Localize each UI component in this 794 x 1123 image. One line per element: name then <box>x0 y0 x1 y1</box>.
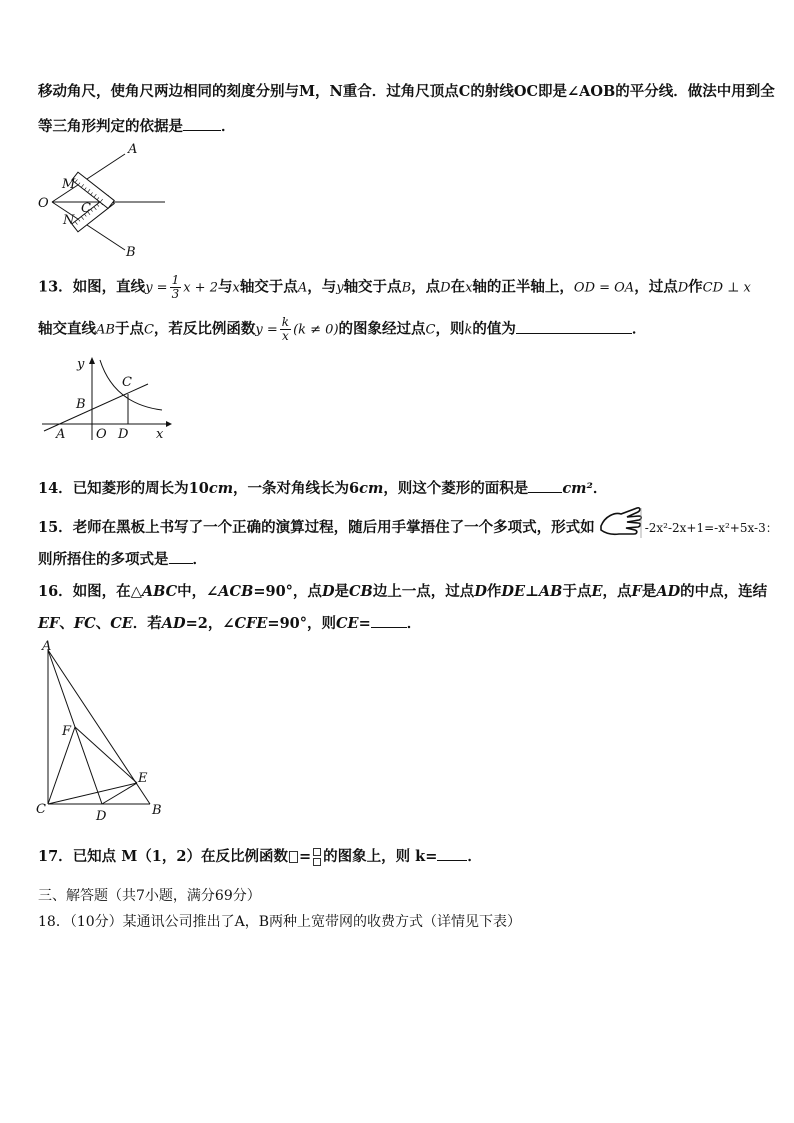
label-B: B <box>152 803 162 818</box>
label-B: B <box>76 397 86 412</box>
p15-line1: 15．老师在黑板上书写了一个正确的演算过程，随后用手掌捂住了一个多项式，形式如 -2x²-2x+1=-x²+5x-3： <box>38 514 778 542</box>
answer-blank[interactable] <box>437 846 467 861</box>
label-A: A <box>42 639 52 654</box>
label-E: E <box>138 771 148 786</box>
p13-line1: 13．如图，直线y = $\frac{1}{3}$ x + 2与x轴交于点A，与y轴交于点B，点D在x轴的正半轴上，OD = OA，过点D作CD ⊥ x <box>38 273 751 301</box>
label-O: O <box>38 196 49 211</box>
label-A: A <box>128 142 138 157</box>
fraction-k-over-x: $\frac{k}{x}$ <box>281 315 290 343</box>
p12-text1: 移动角尺，使角尺两边相同的刻度分别与M，N重合．过角尺顶点C的射线OC即是∠AOB的平分线．做法中用到全 <box>38 83 775 100</box>
label-C: C <box>36 802 46 817</box>
p12-text2: 等三角形判定的依据是 <box>38 118 183 135</box>
axis-y-label: y <box>77 357 85 372</box>
section-heading: 三、解答题（共7小题，满分69分） <box>38 888 261 904</box>
p13-line2: 轴交直线AB于点C，若反比例函数y = $\frac{k}{x}$ (k ≠ 0)的图象经过点C，则k的值为 ． <box>38 315 647 343</box>
label-N: N <box>63 213 75 228</box>
missing-fraction-icon <box>313 848 321 866</box>
p17-line: 17．已知点 M（1，2）在反比例函数 = 的图象上，则 k= ． <box>38 848 482 865</box>
figure-angle-ruler <box>30 140 180 260</box>
label-F: F <box>62 724 72 739</box>
answer-blank[interactable] <box>183 116 221 131</box>
p16-line2: EF、FC、CE．若AD=2，∠CFE=90°，则CE= ． <box>38 615 422 632</box>
label-B: B <box>126 245 136 260</box>
label-C: C <box>122 375 132 390</box>
label-C: C <box>81 201 91 216</box>
figure-triangle-abc <box>34 638 174 824</box>
axis-x-label: x <box>156 427 164 442</box>
missing-glyph-icon <box>289 851 298 863</box>
label-M: M <box>62 177 76 192</box>
answer-blank[interactable] <box>516 319 632 334</box>
p12-line2: 等三角形判定的依据是 ． <box>38 118 236 135</box>
p14-line: 14．已知菱形的周长为10cm，一条对角线长为6cm，则这个菱形的面积是 cm²． <box>38 480 608 497</box>
answer-blank[interactable] <box>528 478 562 493</box>
label-O: O <box>96 427 107 442</box>
label-D: D <box>118 427 129 442</box>
figure-line-hyperbola <box>36 352 176 444</box>
label-D: D <box>96 809 107 824</box>
answer-blank[interactable] <box>371 613 407 628</box>
label-A: A <box>56 427 66 442</box>
answer-blank[interactable] <box>169 549 193 564</box>
p18-line: 18．（10分）某通讯公司推出了A，B两种上宽带网的收费方式（详情见下表） <box>38 914 522 930</box>
p16-line1: 16．如图，在△ABC中，∠ACB=90°，点D是CB边上一点，过点D作DE⊥AB于点E，点F是AD的中点，连结 <box>38 583 768 600</box>
palm-hand-icon <box>597 504 643 542</box>
p12-line1 <box>38 82 775 102</box>
fraction-one-third: $\frac{1}{3}$ <box>171 273 180 301</box>
p15-line2: 则所捂住的多项式是 ． <box>38 551 207 568</box>
